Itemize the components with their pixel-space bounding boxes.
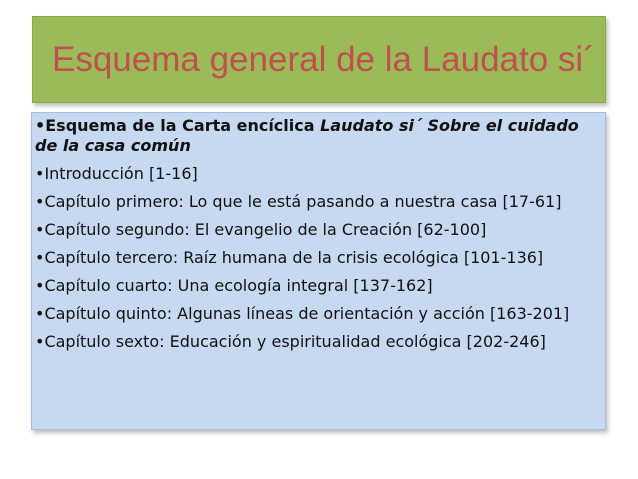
intro-italic-text: Laudato si´ Sobre el cuidado de la casa común xyxy=(35,116,579,155)
content-list xyxy=(35,116,603,360)
list-item-capitulo-quinto: •Capítulo quinto: Algunas líneas de orientación y acción [163-201] xyxy=(35,304,570,323)
list-item-capitulo-sexto: •Capítulo sexto: Educación y espiritualidad ecológica [202-246] xyxy=(35,332,546,351)
list-item-introduccion: •Introducción [1-16] xyxy=(35,164,198,183)
list-item-capitulo-segundo: •Capítulo segundo: El evangelio de la Creación [62-100] xyxy=(35,220,487,239)
list-item-intro xyxy=(35,116,603,156)
list-item-capitulo-cuarto: •Capítulo cuarto: Una ecología integral [137-162] xyxy=(35,276,433,295)
list-item-capitulo-primero: •Capítulo primero: Lo que le está pasando a nuestra casa [17-61] xyxy=(35,192,562,211)
list-item-capitulo-tercero: •Capítulo tercero: Raíz humana de la crisis ecológica [101-136] xyxy=(35,248,544,267)
bullet: • xyxy=(35,116,46,135)
slide-title: Esquema general de la Laudato si´ xyxy=(52,40,595,79)
intro-bold-text: Esquema de la Carta encíclica xyxy=(45,116,321,135)
